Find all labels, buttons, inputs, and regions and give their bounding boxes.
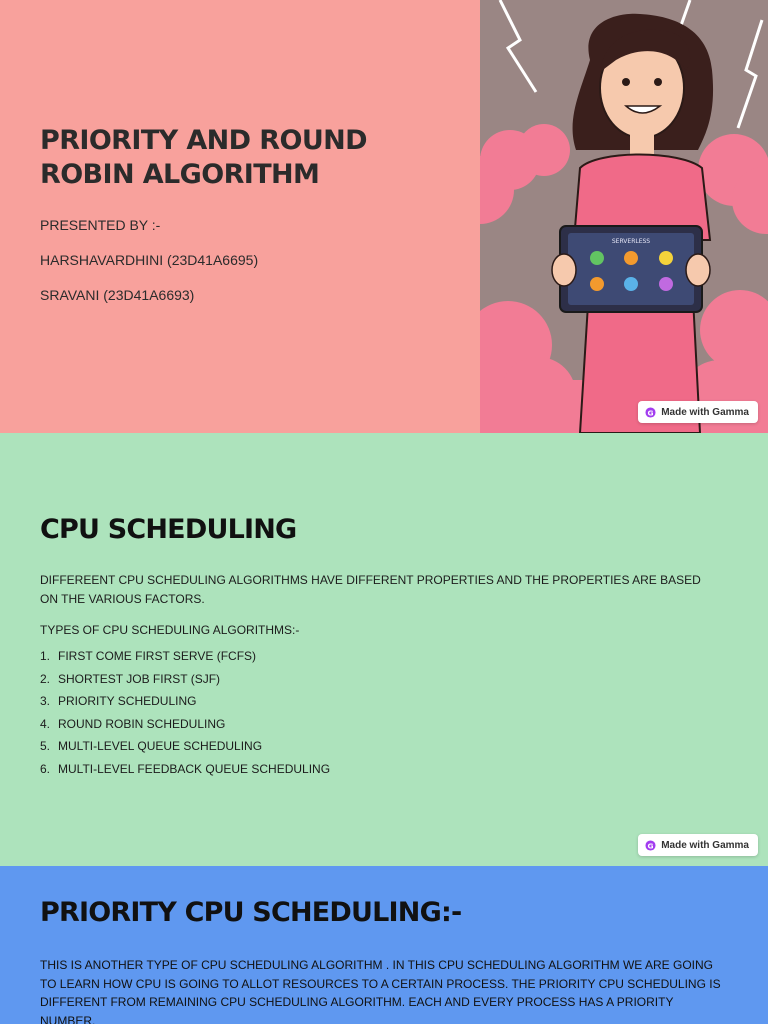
- slide2-paragraph: DIFFEREENT CPU SCHEDULING ALGORITHMS HAVE DIFFERENT PROPERTIES AND THE PROPERTIES ARE BASED ON THE VARIOUS FACTORS.: [40, 573, 701, 606]
- list-item: 4. ROUND ROBIN SCHEDULING: [40, 716, 226, 731]
- badge-label: Made with Gamma: [661, 406, 749, 418]
- list-item: 5. MULTI-LEVEL QUEUE SCHEDULING: [40, 739, 263, 753]
- cpu-scheduling-slide: [0, 433, 768, 866]
- svg-text:G: G: [647, 407, 654, 417]
- presented-by-label: PRESENTED BY :-: [40, 217, 161, 233]
- title-block: [40, 124, 460, 303]
- badge-label: Made with Gamma: [661, 839, 749, 851]
- tablet-label: SERVERLESS: [611, 238, 651, 245]
- title-slide: [0, 0, 768, 433]
- presenter-2: SRAVANI (23D41A6693): [40, 287, 195, 303]
- list-item: 2. SHORTEST JOB FIRST (SJF): [40, 671, 221, 686]
- algorithm-list: [40, 649, 720, 784]
- made-with-gamma-badge[interactable]: [638, 401, 758, 423]
- gamma-logo-icon: [645, 840, 656, 851]
- slide3-content: [40, 896, 730, 1024]
- made-with-gamma-badge[interactable]: [638, 834, 758, 856]
- types-heading: TYPES OF CPU SCHEDULING ALGORITHMS:-: [40, 623, 300, 637]
- svg-text:G: G: [647, 840, 654, 850]
- woman-with-tablet-illustration: [480, 0, 768, 433]
- slide3-title: PRIORITY CPU SCHEDULING:-: [40, 897, 462, 928]
- list-item: 1. FIRST COME FIRST SERVE (FCFS): [40, 649, 257, 663]
- slide3-paragraph: THIS IS ANOTHER TYPE OF CPU SCHEDULING ALGORITHM . IN THIS CPU SCHEDULING ALGORITHM WE ARE GOING TO LEARN HOW CPU IS GOING TO ALLOT RESOURCES TO A CERTAIN PROCESS. THE PRIORITY CPU SCHEDULING IS DIFFERENT FROM REMAINING CPU SCHEDULING ALGORITHM. EACH AND EVERY PROCESS HAS A PRIORITY NUMBER.: [40, 958, 721, 1024]
- priority-scheduling-slide: [0, 866, 768, 1024]
- hero-illustration: [480, 0, 768, 433]
- list-item: 6. MULTI-LEVEL FEEDBACK QUEUE SCHEDULING: [40, 761, 331, 776]
- slide2-title: CPU SCHEDULING: [40, 514, 297, 545]
- slide-title: PRIORITY AND ROUND ROBIN ALGORITHM: [40, 125, 367, 190]
- gamma-logo-icon: [645, 407, 656, 418]
- slide2-content: [40, 513, 720, 784]
- presenter-1: HARSHAVARDHINI (23D41A6695): [40, 252, 259, 268]
- list-item: 3. PRIORITY SCHEDULING: [40, 694, 197, 708]
